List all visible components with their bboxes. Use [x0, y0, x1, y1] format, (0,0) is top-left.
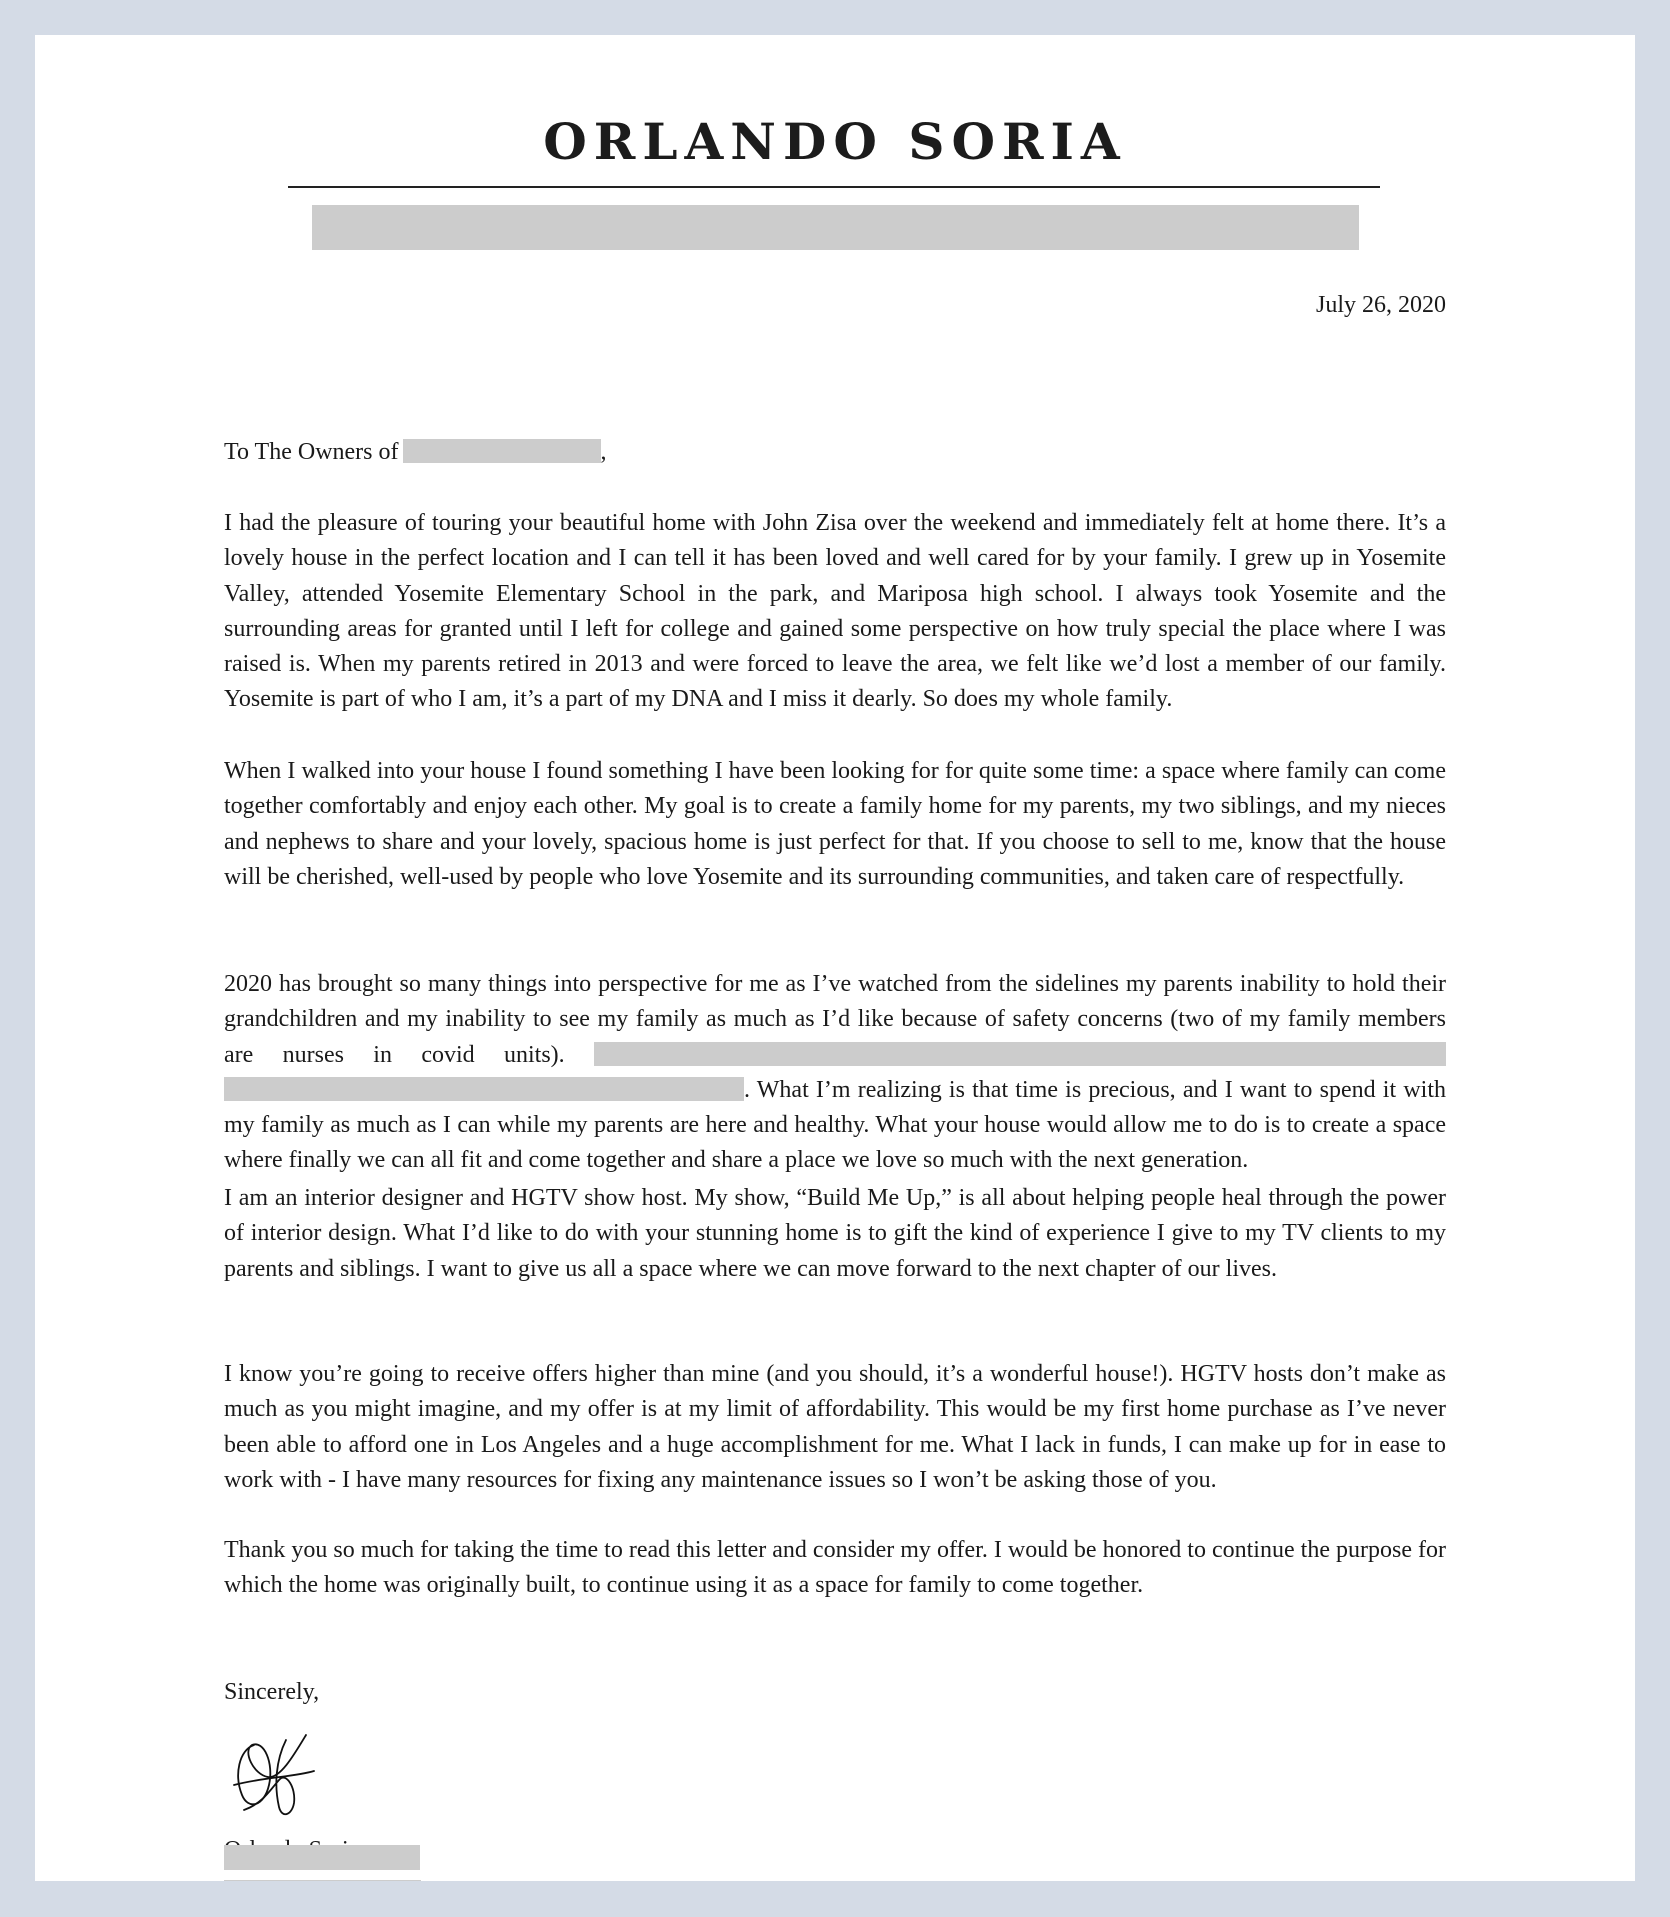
redacted-sentence-continued: [224, 1077, 744, 1101]
paragraph-3-text-after: . What I’m realizing is that time is precious, and I want to spend it with my family as much as I can while my parents are here and healthy. What your house would allow me to do is to create a space where finally we can all fit and come together and share a place we love so much with the next generation.: [224, 1076, 1446, 1174]
redacted-address: [403, 439, 601, 463]
letter-page: [35, 35, 1635, 1881]
closing-text: Sincerely,: [224, 1679, 320, 1705]
closing: [224, 1675, 1446, 1710]
paragraph-6: [224, 1533, 1446, 1604]
handwritten-signature: [224, 1715, 344, 1845]
paragraph-3: [224, 967, 1446, 1179]
paragraph-5-text: I know you’re going to receive offers higher than mine (and you should, it’s a wonderful house!). HGTV hosts don’t make as much as you might imagine, and my offer is at my limit of affordability. This would be my first home purchase as I’ve never been able to afford one in Los Angeles and a huge accomplishment for me. What I lack in funds, I can make up for in ease to work with - I have many resources for fixing any maintenance issues so I won’t be asking those of you.: [224, 1361, 1446, 1493]
paragraph-6-text: Thank you so much for taking the time to read this letter and consider my offer. I would be honored to continue the purpose for which the home was originally built, to continue using it as a space for family to come together.: [224, 1537, 1446, 1599]
redacted-contact-block: [312, 205, 1359, 250]
paragraph-2: [224, 754, 1446, 895]
letterhead-rule: [288, 186, 1380, 188]
redacted-signature-detail: [224, 1880, 421, 1881]
salutation-prefix: To The Owners of: [224, 439, 399, 465]
letter-date: July 26, 2020: [1315, 292, 1446, 318]
paragraph-5: [224, 1357, 1446, 1498]
paragraph-1-text: I had the pleasure of touring your beautiful home with John Zisa over the weekend and immediately felt at home there. It’s a lovely house in the perfect location and I can tell it has been loved and well cared for by your family. I grew up in Yosemite Valley, attended Yosemite Elementary School in the park, and Mariposa high school. I always took Yosemite and the surrounding areas for granted until I left for college and gained some perspective on how truly special the place where I was raised is. When my parents retired in 2013 and were forced to leave the area, we felt like we’d lost a member of our family. Yosemite is part of who I am, it’s a part of my DNA and I miss it dearly. So does my whole family.: [224, 510, 1446, 713]
signature-scribble: [224, 1715, 344, 1835]
paragraph-3-text-before: 2020 has brought so many things into perspective for me as I’ve watched from the sidelines my parents inability to hold their grandchildren and my inability to see my family as much as I’d like because of safety concerns (two of my family members are nurses in covid units).: [224, 971, 1446, 1068]
salutation-suffix: ,: [600, 439, 607, 465]
paragraph-1: [224, 506, 1446, 718]
redacted-sentence: [594, 1042, 1446, 1066]
paragraph-4-text: I am an interior designer and HGTV show host. My show, “Build Me Up,” is all about helping people heal through the power of interior design. What I’d like to do with your stunning home is to gift the kind of experience I give to my TV clients to my parents and siblings. I want to give us all a space where we can move forward to the next chapter of our lives.: [224, 1185, 1446, 1282]
salutation: [224, 435, 1446, 470]
paragraph-2-text: When I walked into your house I found something I have been looking for for quite some time: a space where family can come together comfortably and enjoy each other. My goal is to create a family home for my parents, my two siblings, and my nieces and nephews to share and your lovely, spacious home is just perfect for that. If you choose to sell to me, know that the house will be cherished, well-used by people who love Yosemite and its surrounding communities, and taken care of respectfully.: [224, 758, 1446, 890]
redacted-footer-block: [224, 1845, 420, 1870]
paragraph-4: [224, 1181, 1446, 1287]
letterhead-name: ORLANDO SORIA: [543, 112, 1127, 171]
